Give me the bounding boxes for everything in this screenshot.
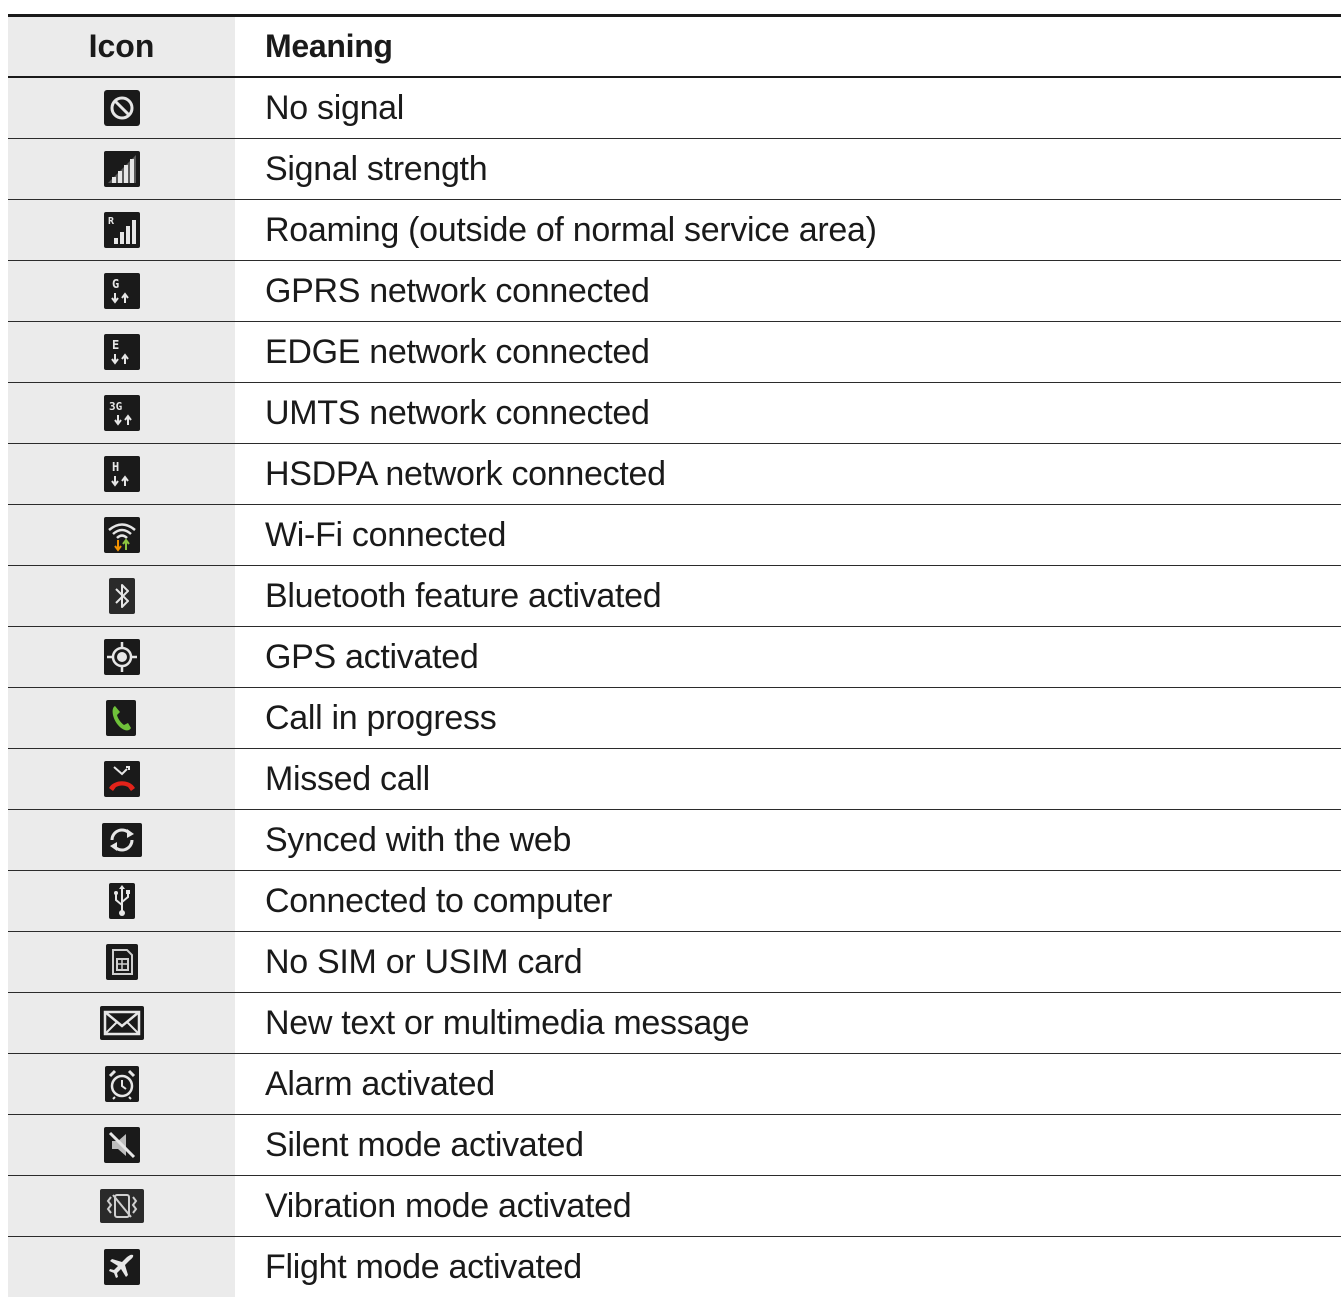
table-row	[8, 749, 1341, 810]
flight-mode-icon	[104, 1249, 140, 1285]
icon-cell	[8, 871, 235, 931]
roaming-icon	[104, 212, 140, 248]
silent-mode-icon	[104, 1127, 140, 1163]
table-row	[8, 871, 1341, 932]
icon-cell	[8, 1176, 235, 1236]
icon-cell	[8, 749, 235, 809]
meaning-text: Signal strength	[265, 149, 488, 188]
table-row	[8, 1054, 1341, 1115]
table-row	[8, 1176, 1341, 1237]
meaning-text: Vibration mode activated	[265, 1186, 632, 1225]
no-signal-icon	[104, 90, 140, 126]
table-row	[8, 1237, 1341, 1297]
meaning-text: EDGE network connected	[265, 332, 650, 371]
table-row	[8, 322, 1341, 383]
table-row	[8, 993, 1341, 1054]
meaning-text: Call in progress	[265, 698, 497, 737]
usb-icon	[109, 883, 135, 919]
table-header-row	[8, 17, 1341, 78]
svg-text:E: E	[111, 338, 119, 352]
icon-cell	[8, 78, 235, 138]
alarm-icon	[104, 1066, 140, 1102]
edge-icon	[104, 334, 140, 370]
missed-call-icon	[104, 761, 140, 797]
icon-cell	[8, 932, 235, 992]
meaning-text: Missed call	[265, 759, 430, 798]
icon-cell	[8, 1054, 235, 1114]
hsdpa-icon	[104, 456, 140, 492]
no-sim-icon	[104, 944, 140, 980]
table-row	[8, 383, 1341, 444]
meaning-text: Bluetooth feature activated	[265, 576, 662, 615]
meaning-text: No signal	[265, 88, 405, 127]
icon-cell	[8, 505, 235, 565]
table-row	[8, 810, 1341, 871]
table-row	[8, 200, 1341, 261]
meaning-text: GPRS network connected	[265, 271, 650, 310]
meaning-text: Roaming (outside of normal service area)	[265, 210, 877, 249]
meaning-text: Silent mode activated	[265, 1125, 584, 1164]
svg-text:H: H	[111, 460, 119, 474]
meaning-text: GPS activated	[265, 637, 479, 676]
table-row	[8, 444, 1341, 505]
meaning-text: Synced with the web	[265, 820, 572, 859]
sync-icon	[100, 823, 144, 857]
table-row	[8, 261, 1341, 322]
icon-cell	[8, 810, 235, 870]
table-row	[8, 566, 1341, 627]
icon-cell	[8, 1115, 235, 1175]
icon-cell	[8, 1237, 235, 1297]
icon-cell	[8, 688, 235, 748]
table-row	[8, 78, 1341, 139]
message-icon	[100, 1006, 144, 1040]
wifi-icon	[104, 517, 140, 553]
icon-cell	[8, 566, 235, 626]
icon-cell	[8, 444, 235, 504]
bluetooth-icon	[109, 578, 135, 614]
icon-cell	[8, 261, 235, 321]
table-row	[8, 139, 1341, 200]
icon-cell	[8, 322, 235, 382]
table-row	[8, 627, 1341, 688]
meaning-text: Flight mode activated	[265, 1247, 582, 1286]
umts-icon	[104, 395, 140, 431]
table-row	[8, 505, 1341, 566]
svg-text:G: G	[111, 277, 119, 291]
icon-cell	[8, 383, 235, 443]
svg-text:R: R	[107, 216, 114, 227]
meaning-text: Wi-Fi connected	[265, 515, 507, 554]
signal-strength-icon	[104, 151, 140, 187]
gprs-icon	[104, 273, 140, 309]
status-icons-table	[8, 14, 1341, 1297]
meaning-column-header: Meaning	[265, 28, 393, 64]
icon-cell	[8, 627, 235, 687]
icon-cell	[8, 200, 235, 260]
table-row	[8, 688, 1341, 749]
table-row	[8, 932, 1341, 993]
meaning-text: Connected to computer	[265, 881, 613, 920]
call-in-progress-icon	[104, 700, 140, 736]
meaning-text: Alarm activated	[265, 1064, 495, 1103]
icon-cell	[8, 139, 235, 199]
meaning-text: HSDPA network connected	[265, 454, 666, 493]
table-row	[8, 1115, 1341, 1176]
icon-column-header: Icon	[8, 17, 235, 76]
meaning-text: No SIM or USIM card	[265, 942, 583, 981]
gps-icon	[104, 639, 140, 675]
meaning-text: New text or multimedia message	[265, 1003, 750, 1042]
svg-text:3G: 3G	[108, 400, 122, 413]
vibration-mode-icon	[100, 1189, 144, 1223]
icon-cell	[8, 993, 235, 1053]
meaning-text: UMTS network connected	[265, 393, 650, 432]
